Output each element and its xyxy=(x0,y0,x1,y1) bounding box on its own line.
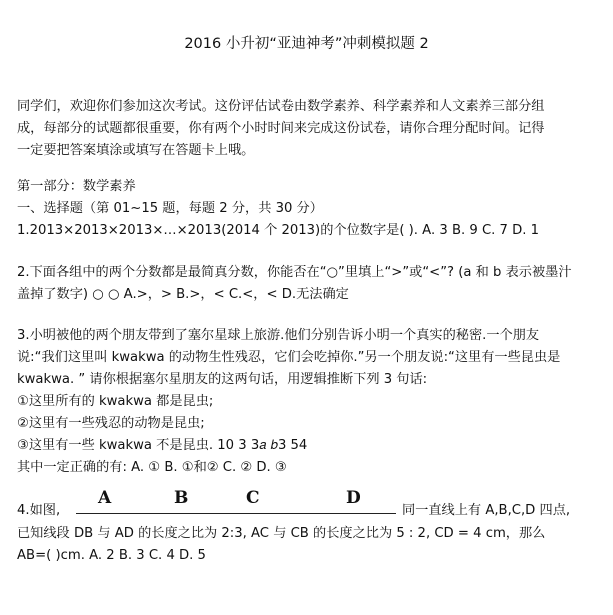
question-2-line: 2.下面各组中的两个分数都是最简真分数，你能否在“○”里填上“>”或“<”? (a 和 b 表示被墨汁 xyxy=(17,265,572,280)
question-4-line: AB=( )cm. A. 2 B. 3 C. 4 D. 5 xyxy=(17,548,206,563)
line-segment-figure xyxy=(76,489,396,521)
statement-2: ②这里有一些残忍的动物是昆虫; xyxy=(17,416,205,431)
section-heading: 第一部分：数学素养 xyxy=(17,179,136,194)
point-label-a: A xyxy=(98,488,112,508)
question-4-figure-row xyxy=(17,488,603,523)
point-label-c: C xyxy=(246,488,260,508)
point-label-b: B xyxy=(174,488,189,508)
page-title: 2016 小升初“亚迪神考”冲刺模拟题 2 xyxy=(184,36,429,52)
question-3-line: kwakwa. ” 请你根据塞尔星朋友的这两句话，用逻辑推断下列 3 句话: xyxy=(17,372,428,387)
intro-paragraph xyxy=(17,96,603,162)
question-2 xyxy=(17,262,603,306)
intro-line: 同学们，欢迎你们参加这次考试。这份评估试卷由数学素养、科学素养和人文素养三部分组 xyxy=(17,99,545,114)
question-3 xyxy=(17,325,603,479)
question-4 xyxy=(17,488,603,567)
question-4-tail: 同一直线上有 A,B,C,D 四点, xyxy=(402,503,571,518)
question-3-line: 说:“我们这里叫 kwakwa 的动物生性残忍，它们会吃掉你.”另一个朋友说:“这里有一些昆虫是 xyxy=(17,350,561,365)
statement-1: ①这里所有的 kwakwa 都是昆虫; xyxy=(17,394,214,409)
part-heading: 一、选择题（第 01~15 题，每题 2 分，共 30 分） xyxy=(17,201,323,216)
intro-line: 一定要把答案填涂或填写在答题卡上哦。 xyxy=(17,143,255,158)
question-1: 1.2013×2013×2013×…×2013(2014 个 2013)的个位数字是( ). A. 3 B. 9 C. 7 D. 1 xyxy=(17,223,540,238)
section-one xyxy=(17,176,603,242)
question-2-line: 盖掉了数字) ○ ○ A.>，> B.>，< C.<，< D.无法确定 xyxy=(17,287,349,302)
question-3-line: 3.小明被他的两个朋友带到了塞尔星球上旅游.他们分别告诉小明一个真实的秘密.一个朋友 xyxy=(17,328,540,343)
statement-3: ③这里有一些 kwakwa 不是昆虫. 10 3 3𝑎 𝑏3 54 xyxy=(17,438,308,453)
line-segment xyxy=(76,513,396,514)
question-3-options: 其中一定正确的有: A. ① B. ①和② C. ② D. ③ xyxy=(17,460,287,475)
question-4-number: 4.如图, xyxy=(17,503,61,518)
intro-line: 成，每部分的试题都很重要，你有两个小时时间来完成这份试卷，请你合理分配时间。记得 xyxy=(17,121,545,136)
question-4-line: 已知线段 DB 与 AD 的长度之比为 2:3, AC 与 CB 的长度之比为 5 : 2, CD = 4 cm，那么 xyxy=(17,526,546,541)
point-label-d: D xyxy=(346,488,361,508)
